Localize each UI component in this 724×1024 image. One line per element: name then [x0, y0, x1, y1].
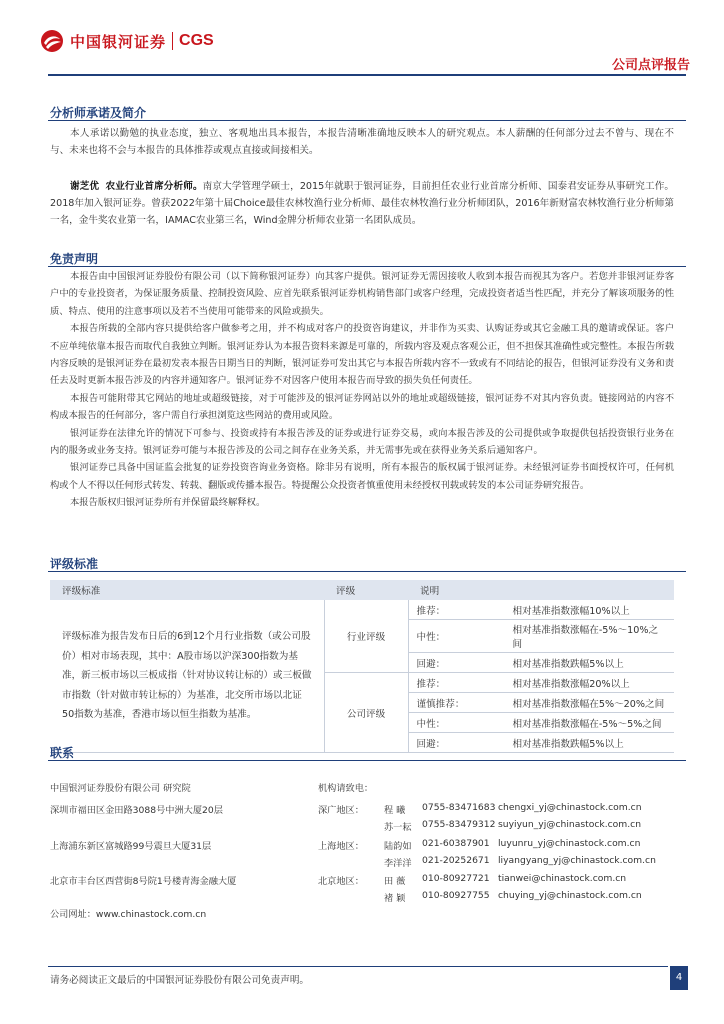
analyst-title: 农业行业首席分析师。 [105, 181, 203, 192]
disclaimer-paragraph: 本报告由中国银河证券股份有限公司（以下简称银河证券）向其客户提供。银河证券无需因接收人收到本报告而视其为客户。若您并非银河证券客户中的专业投资者，为保证服务质量、控制投资风险、应首先联系银河证券机构销售部门或客户经理，完成投资者适当性匹配，并充分了解该项服务的性质、特点、使用的注意事项以及若不当使用可能带来的风险或损失。 [50, 271, 674, 317]
contact-phone: 0755-83479312 [422, 819, 496, 830]
rating-level: 中性： [408, 620, 505, 653]
section-title-analyst: 分析师承诺及简介 [50, 106, 147, 120]
company-website[interactable]: 公司网址：www.chinastock.com.cn [50, 909, 207, 920]
contact-phone: 021-20252671 [422, 855, 490, 866]
contact-phone: 010-80927721 [422, 873, 490, 884]
analyst-commitment: 本人承诺以勤勉的执业态度，独立、客观地出具本报告，本报告清晰准确地反映本人的研究观点。本人薪酬的任何部分过去不曾与、现在不与、未来也将不会与本报告的具体推荐或观点直接或间接相关。 [50, 128, 674, 157]
rating-desc: 相对基准指数涨幅10%以上 [505, 600, 675, 620]
page-number: 4 [670, 966, 688, 990]
rating-desc: 相对基准指数涨幅在-5%～10%之间 [505, 620, 675, 653]
rating-level: 推荐： [408, 600, 505, 620]
region-beijing: 北京地区： [318, 876, 364, 887]
section-title-contact: 联系 [50, 746, 75, 760]
rating-desc: 相对基准指数涨幅在5%～20%之间 [505, 693, 675, 713]
rating-desc: 相对基准指数跌幅5%以上 [505, 653, 675, 673]
rating-table-header [50, 580, 674, 600]
contact-email[interactable]: liyangyang_yj@chinastock.com.cn [498, 855, 656, 866]
address-beijing: 北京市丰台区西营街8号院1号楼青海金融大厦 [50, 876, 237, 887]
disclaimer-body [50, 268, 674, 512]
logo-text-en: CGS [179, 32, 214, 49]
company-rating-label: 公司评级 [324, 673, 408, 753]
disclaimer-paragraph: 本报告版权归银河证券所有并保留最终解释权。 [70, 497, 266, 509]
rating-desc: 相对基准指数涨幅20%以上 [505, 673, 675, 693]
disclaimer-paragraph: 本报告所载的全部内容只提供给客户做参考之用，并不构成对客户的投资咨询建议，并非作为买卖、认购证券或其它金融工具的邀请或保证。客户不应单纯依靠本报告而取代自我独立判断。银河证券认为本报告资料来源是可靠的，所载内容及观点客观公正，但不担保其准确性或完整性。本报告所载内容反映的是银河证券在最初发表本报告日期当日的判断，银河证券可发出其它与本报告所载内容不一致或有不同结论的报告，但银河证券没有义务和责任去及时更新本报告涉及的内容并通知客户。银河证券不对因客户使用本报告而导致的损失负任何责任。 [50, 323, 674, 387]
contact-name: 田 薇 [384, 876, 406, 887]
disclaimer-paragraph: 银河证券已具备中国证监会批复的证券投资咨询业务资格。除非另有说明，所有本报告的版权属于银河证券。未经银河证券书面授权许可，任何机构或个人不得以任何形式转发、转载、翻版或传播本报告。特提醒公众投资者慎重使用未经授权刊载或转发的本公司证券研究报告。 [50, 462, 674, 491]
contact-email[interactable]: suyiyun_yj@chinastock.com.cn [498, 819, 642, 830]
analyst-name: 谢芝优 [70, 181, 100, 192]
section-rule-rating [48, 571, 686, 572]
contact-email[interactable]: chuying_yj@chinastock.com.cn [498, 890, 642, 901]
contact-email[interactable]: chengxi_yj@chinastock.com.cn [498, 802, 642, 813]
rating-desc: 相对基准指数跌幅5%以上 [505, 733, 675, 753]
rating-desc: 相对基准指数涨幅在-5%～5%之间 [505, 713, 675, 733]
contact-name: 苏一耘 [384, 822, 412, 833]
address-shenzhen: 深圳市福田区金田路3088号中洲大厦20层 [50, 805, 223, 816]
contact-name: 褚 颖 [384, 893, 406, 904]
company-logo [40, 28, 214, 54]
rating-level: 中性： [408, 713, 505, 733]
rating-table [50, 580, 674, 753]
disclaimer-paragraph: 本报告可能附带其它网站的地址或超级链接，对于可能涉及的银河证券网站以外的地址或超级链接，银河证券不对其内容负责。链接网站的内容不构成本报告的任何部分，客户需自行承担浏览这些网站的费用或风险。 [50, 392, 674, 422]
header-cell: 说明 [408, 580, 674, 600]
region-shanghai: 上海地区： [318, 841, 364, 852]
contact-email[interactable]: tianwei@chinastock.com.cn [498, 873, 627, 884]
section-rule-disclaimer [48, 266, 686, 267]
company-name: 中国银河证券股份有限公司 研究院 [50, 783, 191, 794]
rating-level: 推荐： [408, 673, 505, 693]
section-title-disclaimer: 免责声明 [50, 252, 99, 266]
sales-label: 机构请致电： [318, 783, 374, 794]
contact-phone: 0755-83471683 [422, 802, 496, 813]
contact-name: 陆韵如 [384, 841, 412, 852]
header-divider [48, 74, 686, 76]
contact-name: 李洋洋 [384, 858, 412, 869]
analyst-bio-text: 南京大学管理学硕士，2015年就职于银河证券，目前担任农业行业首席分析师、国泰君安证券从事研究工作。2018年加入银河证券。曾获2022年第十届Choice最佳农林牧渔行业分析师、最佳农林牧渔行业分析师团队，2016年新财富农林牧渔行业分析师第一名，金牛奖农业第一名，IAMAC农业第三名，Wind金牌分析师农业第一名团队成员。 [50, 181, 675, 227]
rating-level: 谨慎推荐： [408, 693, 505, 713]
rating-level: 回避： [408, 733, 505, 753]
table-row [50, 600, 674, 620]
section-rule-analyst [48, 120, 686, 121]
contact-phone: 021-60387901 [422, 838, 490, 849]
footer-divider [48, 966, 668, 967]
contact-email[interactable]: luyunru_yj@chinastock.com.cn [498, 838, 641, 849]
header-cell: 评级 [324, 580, 408, 600]
analyst-bio [50, 178, 674, 230]
rating-description: 评级标准为报告发布日后的6到12个月行业指数（或公司股价）相对市场表现，其中：A股市场以沪深300指数为基准，新三板市场以三板成指（针对协议转让标的）或三板做市指数（针对做市转让标的）为基准，北交所市场以北证50指数为基准，香港市场以恒生指数为基准。 [50, 600, 324, 753]
contact-name: 程 曦 [384, 805, 406, 816]
page-header [40, 28, 690, 73]
section-title-rating: 评级标准 [50, 557, 99, 571]
contact-phone: 010-80927755 [422, 890, 490, 901]
footer-disclaimer: 请务必阅读正文最后的中国银河证券股份有限公司免责声明。 [50, 975, 310, 986]
disclaimer-paragraph: 银河证券在法律允许的情况下可参与、投资或持有本报告涉及的证券或进行证券交易，或向本报告涉及的公司提供或争取提供包括投资银行业务在内的服务或业务支持。银河证券可能与本报告涉及的公司之间存在业务关系，并无需事先或在获得业务关系后通知客户。 [50, 427, 674, 457]
section-rule-contact [48, 760, 686, 761]
industry-rating-label: 行业评级 [324, 600, 408, 673]
logo-text-cn: 中国银河证券 [70, 32, 167, 51]
logo-divider [172, 32, 173, 50]
rating-level: 回避： [408, 653, 505, 673]
galaxy-logo-icon [40, 29, 64, 53]
address-shanghai: 上海浦东新区富城路99号震旦大厦31层 [50, 841, 212, 852]
report-type-label: 公司点评报告 [611, 58, 690, 73]
region-shenzhen: 深广地区： [318, 805, 364, 816]
header-cell: 评级标准 [50, 580, 324, 600]
